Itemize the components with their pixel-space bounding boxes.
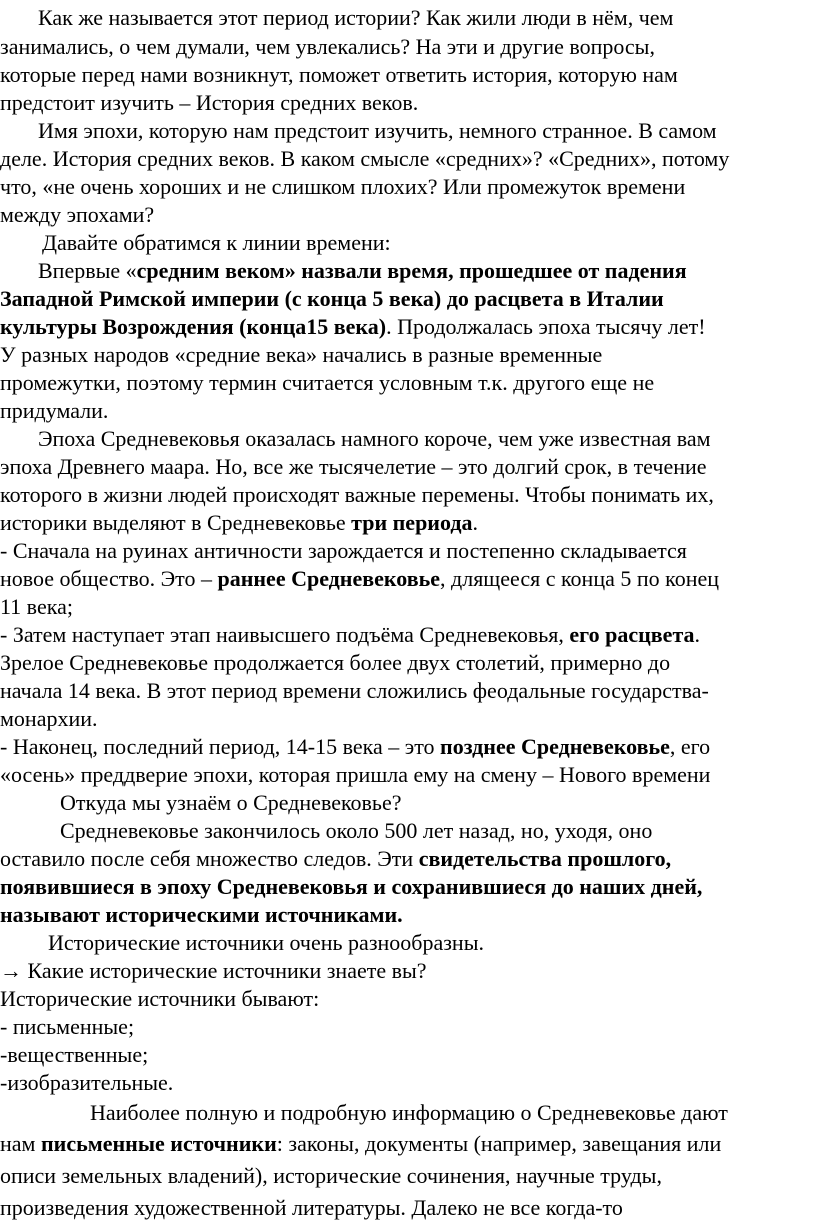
text-line [38, 425, 711, 453]
text-line [0, 621, 700, 649]
text-segment-bold: письменные источники [40, 1131, 277, 1156]
text-line [0, 1013, 134, 1041]
text-line [0, 33, 655, 61]
text-line [0, 649, 670, 677]
text-segment: . [694, 622, 701, 647]
text-segment: промежутки, поэтому термин считается условным т.к. другого еще не [0, 370, 655, 395]
text-segment: Имя эпохи, которую нам предстоит изучить, немного странное. В самом [38, 118, 717, 143]
text-segment-bold: свидетельства прошлого, [418, 846, 672, 871]
text-segment: -изобразительные. [0, 1070, 174, 1095]
text-segment: У разных народов «средние века» начались в разные временные [0, 342, 603, 367]
text-line [0, 593, 73, 621]
text-segment: Исторические источники очень разнообразны. [48, 930, 484, 955]
text-segment: новое общество. Это – [0, 566, 218, 591]
text-segment: -вещественные; [0, 1042, 149, 1067]
text-segment: монархии. [0, 706, 98, 731]
text-segment: - Сначала на руинах античности зарождается и постепенно складывается [0, 538, 687, 563]
text-segment: произведения художественной литературы. Далеко не все когда-то [0, 1195, 623, 1220]
text-segment: - Наконец, последний период, 14-15 века – это [0, 734, 441, 759]
text-segment: 11 века; [0, 594, 73, 619]
text-segment-bold: позднее Средневековье [440, 734, 670, 759]
text-line [0, 369, 654, 397]
text-line [0, 313, 706, 341]
text-line [48, 929, 484, 957]
text-segment: Откуда мы узнаём о Средневековье? [60, 790, 402, 815]
text-line [38, 4, 673, 32]
text-line [60, 789, 402, 817]
text-line [0, 285, 664, 313]
text-line [38, 257, 687, 285]
text-segment: Наиболее полную и подробную информацию о Средневековье дают [90, 1100, 728, 1125]
text-segment: начала 14 века. В этот период времени сложились феодальные государства- [0, 678, 709, 703]
text-segment: Впервые « [38, 258, 137, 283]
text-segment-bold: его расцвета [569, 622, 695, 647]
text-line [0, 397, 108, 425]
text-segment: эпоха Древнего маара. Но, все же тысячелетие – это долгий срок, в течение [0, 454, 707, 479]
text-segment-bold: появившиеся в эпоху Средневековья и сохранившиеся до наших дней, [0, 874, 703, 899]
text-line [60, 817, 652, 845]
text-segment: придумали. [0, 398, 109, 423]
text-line [0, 845, 671, 873]
text-segment: → Какие исторические источники знаете вы? [0, 958, 427, 983]
text-segment: . [472, 510, 478, 535]
text-segment-bold: называют историческими источниками. [0, 902, 403, 927]
text-line [0, 341, 602, 369]
text-segment: оставило после себя множество следов. Эти [0, 846, 419, 871]
text-segment: предстоит изучить – История средних веков. [0, 90, 419, 115]
text-line [0, 901, 403, 929]
text-segment: описи земельных владений), исторические сочинения, научные труды, [0, 1163, 662, 1188]
text-line [0, 145, 729, 173]
text-segment: Зрелое Средневековье продолжается более двух столетий, примерно до [0, 650, 671, 675]
text-segment: которые перед нами возникнут, поможет ответить история, которую нам [0, 62, 678, 87]
text-segment: между эпохами? [0, 202, 155, 227]
text-segment: «осень» преддверие эпохи, которая пришла ему на смену – Нового времени [0, 762, 711, 787]
text-line [0, 1130, 721, 1158]
text-segment: что, «не очень хороших и не слишком плохих? Или промежуток времени [0, 174, 686, 199]
text-segment-bold: культуры Возрождения (конца15 века) [0, 314, 387, 339]
text-line [90, 1099, 728, 1127]
text-line [0, 481, 714, 509]
text-segment: , его [669, 734, 711, 759]
text-line [0, 761, 710, 789]
text-segment: Исторические источники бывают: [0, 986, 320, 1011]
text-segment: деле. История средних веков. В каком смысле «средних»? «Средних», потому [0, 146, 730, 171]
text-line [0, 1194, 623, 1222]
text-segment: Давайте обратимся к линии времени: [42, 230, 391, 255]
text-line [0, 537, 687, 565]
text-line [0, 873, 702, 901]
text-line [0, 677, 709, 705]
text-segment-bold: средним веком» назвали время, прошедшее от падения [136, 258, 687, 283]
text-line [0, 509, 478, 537]
text-line [0, 89, 418, 117]
text-segment-bold: Западной Римской империи (с конца 5 века) до расцвета в Италии [0, 286, 664, 311]
text-segment: историки выделяют в Средневековье [0, 510, 352, 535]
text-line [0, 61, 678, 89]
text-line [0, 985, 319, 1013]
text-segment: : законы, документы (например, завещания или [276, 1131, 722, 1156]
text-segment: Средневековье закончилось около 500 лет назад, но, уходя, оно [60, 818, 653, 843]
text-line [42, 229, 391, 257]
text-segment: Как же называется этот период истории? Как жили люди в нём, чем [38, 5, 674, 30]
text-segment: Эпоха Средневековья оказалась намного короче, чем уже известная вам [38, 426, 711, 451]
text-segment: , длящееся с конца 5 по конец [440, 566, 720, 591]
text-line [0, 565, 719, 593]
text-line [0, 453, 707, 481]
text-line [0, 173, 685, 201]
text-line [0, 1041, 148, 1069]
text-line [0, 1162, 662, 1190]
text-segment: нам [0, 1131, 41, 1156]
text-segment: - Затем наступает этап наивысшего подъёма Средневековья, [0, 622, 570, 647]
text-segment: . Продолжалась эпоха тысячу лет! [386, 314, 706, 339]
text-segment-bold: три периода [351, 510, 473, 535]
text-segment-bold: раннее Средневековье [217, 566, 441, 591]
text-line [0, 1069, 173, 1097]
text-segment: которого в жизни людей происходят важные перемены. Чтобы понимать их, [0, 482, 714, 507]
text-line [0, 201, 154, 229]
text-line [0, 705, 98, 733]
text-line [0, 733, 710, 761]
text-segment: - письменные; [0, 1014, 135, 1039]
text-line [38, 117, 717, 145]
text-line [0, 957, 427, 985]
text-segment: занимались, о чем думали, чем увлекались? На эти и другие вопросы, [0, 34, 655, 59]
